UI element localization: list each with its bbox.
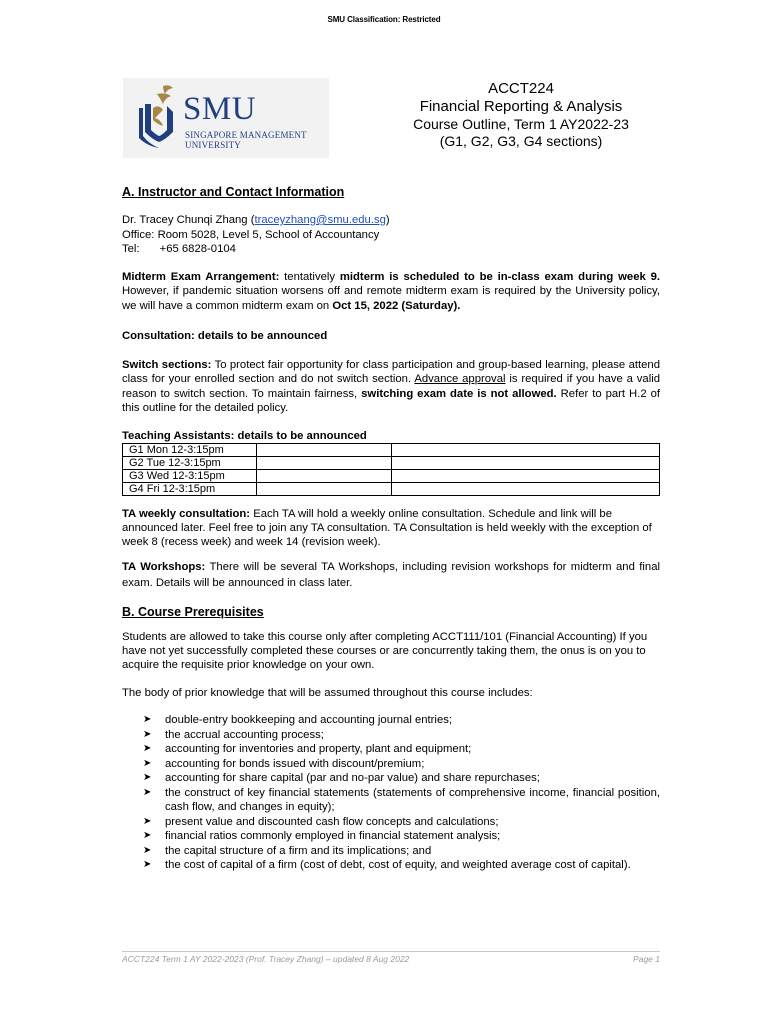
logo-subtitle bbox=[185, 130, 307, 150]
document-body bbox=[122, 184, 660, 873]
course-sections: (G1, G2, G3, G4 sections) bbox=[439, 133, 603, 149]
section-a-heading: A. Instructor and Contact Information bbox=[122, 185, 345, 199]
switch-advance-approval: Advance approval bbox=[414, 373, 506, 385]
list-item bbox=[122, 771, 660, 786]
midterm-date: Oct 15, 2022 (Saturday). bbox=[332, 299, 461, 312]
section-b-heading: B. Course Prerequisites bbox=[122, 604, 264, 619]
midterm-text-1: tentatively bbox=[279, 270, 340, 283]
ta-slot: G4 Fri 12-3:15pm bbox=[123, 482, 257, 495]
midterm-label: Midterm Exam Arrangement: bbox=[122, 270, 280, 283]
switch-text-2: is required if you have a valid reason to switch section. To maintain fairness, bbox=[122, 373, 661, 400]
list-item-text: double-entry bookkeeping and accounting journal entries; bbox=[165, 714, 453, 726]
ta-cell bbox=[392, 443, 660, 456]
ta-slot: G3 Wed 12-3:15pm bbox=[123, 469, 257, 482]
tel-line bbox=[122, 242, 660, 257]
instructor-contact bbox=[122, 213, 660, 257]
table-row bbox=[123, 443, 660, 456]
bullet-arrow-icon: ➤ bbox=[143, 815, 152, 827]
footer-course-info: ACCT224 Term 1 AY 2022-2023 (Prof. Tracey Zhang) – updated 8 Aug 2022 bbox=[122, 954, 410, 964]
consultation-line: Consultation: details to be announced bbox=[122, 330, 328, 342]
ta-cell bbox=[392, 469, 660, 482]
midterm-text-2: However, if pandemic situation worsens off and remote midterm exam is required by the University policy, we will have a common midterm exam on bbox=[122, 285, 660, 312]
switch-text-3: Refer to part H.2 of this outline for the detailed policy. bbox=[122, 387, 660, 414]
list-item-text: financial ratios commonly employed in financial statement analysis; bbox=[165, 830, 501, 842]
ta-consult-label: TA weekly consultation: bbox=[122, 507, 251, 520]
list-item-text: the construct of key financial statements (statements of comprehensive income, financial position, cash flow, and changes in equity); bbox=[165, 786, 660, 813]
bullet-arrow-icon: ➤ bbox=[143, 859, 152, 870]
ta-workshops-paragraph bbox=[122, 559, 660, 591]
switch-label: Switch sections: bbox=[122, 358, 212, 371]
list-item bbox=[122, 728, 660, 743]
list-item bbox=[122, 742, 660, 757]
logo-subtitle-line1: SINGAPORE MANAGEMENT bbox=[185, 130, 307, 140]
list-item-text: the cost of capital of a firm (cost of debt, cost of equity, and weighted average cost of capital). bbox=[165, 859, 631, 871]
bullet-arrow-icon: ➤ bbox=[143, 844, 152, 856]
office-line: Office: Room 5028, Level 5, School of Accountancy bbox=[122, 228, 380, 241]
switch-bold: switching exam date is not allowed. bbox=[361, 387, 557, 400]
switch-text-1: To protect fair opportunity for class participation and group-based learning, please attend class for your enrolled section and do not switch section. bbox=[122, 358, 660, 385]
ta-cell bbox=[392, 456, 660, 469]
instructor-suffix: ) bbox=[385, 214, 390, 226]
ta-workshops-label: TA Workshops: bbox=[122, 560, 206, 573]
list-item bbox=[122, 786, 660, 815]
ta-workshops-text: There will be several TA Workshops, including revision workshops for midterm and final exam. Details will be announced in class later. bbox=[122, 560, 660, 589]
bullet-arrow-icon: ➤ bbox=[143, 772, 152, 783]
list-item-text: accounting for inventories and property, plant and equipment; bbox=[165, 743, 472, 755]
table-row bbox=[123, 456, 660, 469]
bullet-arrow-icon: ➤ bbox=[143, 728, 152, 740]
page-footer bbox=[122, 951, 660, 964]
list-item bbox=[122, 815, 660, 830]
ta-slot: G2 Tue 12-3:15pm bbox=[123, 456, 257, 469]
ta-heading: Teaching Assistants: details to be announced bbox=[122, 429, 367, 442]
list-item-text: accounting for bonds issued with discount/premium; bbox=[165, 757, 425, 770]
course-outline-term: Course Outline, Term 1 AY2022-23 bbox=[413, 116, 629, 132]
bullet-arrow-icon: ➤ bbox=[143, 786, 152, 798]
bullet-arrow-icon: ➤ bbox=[143, 714, 152, 725]
classification-label: SMU Classification: Restricted bbox=[327, 15, 441, 24]
list-item-text: present value and discounted cash flow concepts and calculations; bbox=[165, 815, 499, 828]
footer-page-number: Page 1 bbox=[633, 954, 660, 964]
logo-subtitle-line2: UNIVERSITY bbox=[185, 140, 241, 150]
list-item bbox=[122, 829, 660, 844]
ta-cell bbox=[257, 456, 392, 469]
course-name: Financial Reporting & Analysis bbox=[419, 98, 623, 115]
list-item bbox=[122, 757, 660, 772]
list-item-text: the accrual accounting process; bbox=[165, 728, 324, 741]
midterm-paragraph bbox=[122, 270, 660, 314]
course-code: ACCT224 bbox=[488, 80, 554, 97]
ta-consult-text: Each TA will hold a weekly online consultation. Schedule and link will be announced later. Feel free to join any TA consultation. TA Consultation is held weekly with the exception of week 8 (recess week) and week 14 (revision week). bbox=[122, 507, 652, 548]
list-item bbox=[122, 858, 660, 873]
list-item-text: accounting for share capital (par and no-par value) and share repurchases; bbox=[165, 772, 540, 784]
smu-logo bbox=[123, 78, 329, 158]
tel-value: +65 6828-0104 bbox=[159, 243, 236, 255]
table-row bbox=[123, 482, 660, 495]
ta-table bbox=[122, 443, 660, 496]
prior-knowledge-intro: The body of prior knowledge that will be assumed throughout this course includes: bbox=[122, 686, 533, 699]
ta-cell bbox=[392, 482, 660, 495]
list-item-text: the capital structure of a firm and its implications; and bbox=[165, 844, 432, 857]
instructor-line bbox=[122, 213, 660, 228]
prerequisites-paragraph: Students are allowed to take this course only after completing ACCT111/101 (Financial Accounting) If you have not yet successfully completed these courses or are concurrently taking them, the onus is on you to acquire the requisite prior knowledge on your own. bbox=[122, 630, 648, 671]
list-item bbox=[122, 844, 660, 859]
midterm-bold-1: midterm is scheduled to be in-class exam during week 9. bbox=[339, 270, 660, 283]
list-item bbox=[122, 713, 660, 728]
bullet-arrow-icon: ➤ bbox=[143, 743, 152, 754]
ta-cell bbox=[257, 482, 392, 495]
prior-knowledge-list bbox=[122, 713, 660, 873]
ta-consultation-paragraph bbox=[122, 507, 660, 549]
table-row bbox=[123, 469, 660, 482]
bullet-arrow-icon: ➤ bbox=[143, 757, 152, 769]
ta-slot: G1 Mon 12-3:15pm bbox=[123, 443, 257, 456]
instructor-email-link[interactable]: traceyzhang@smu.edu.sg bbox=[254, 214, 386, 226]
logo-wordmark: SMU bbox=[183, 91, 257, 127]
tel-label: Tel: bbox=[122, 243, 140, 255]
ta-cell bbox=[257, 469, 392, 482]
ta-cell bbox=[257, 443, 392, 456]
instructor-name: Dr. Tracey Chunqi Zhang ( bbox=[122, 214, 255, 226]
course-title-block bbox=[380, 80, 662, 150]
bullet-arrow-icon: ➤ bbox=[143, 830, 152, 841]
switch-sections-paragraph bbox=[122, 358, 660, 416]
smu-crest-icon bbox=[133, 84, 183, 152]
